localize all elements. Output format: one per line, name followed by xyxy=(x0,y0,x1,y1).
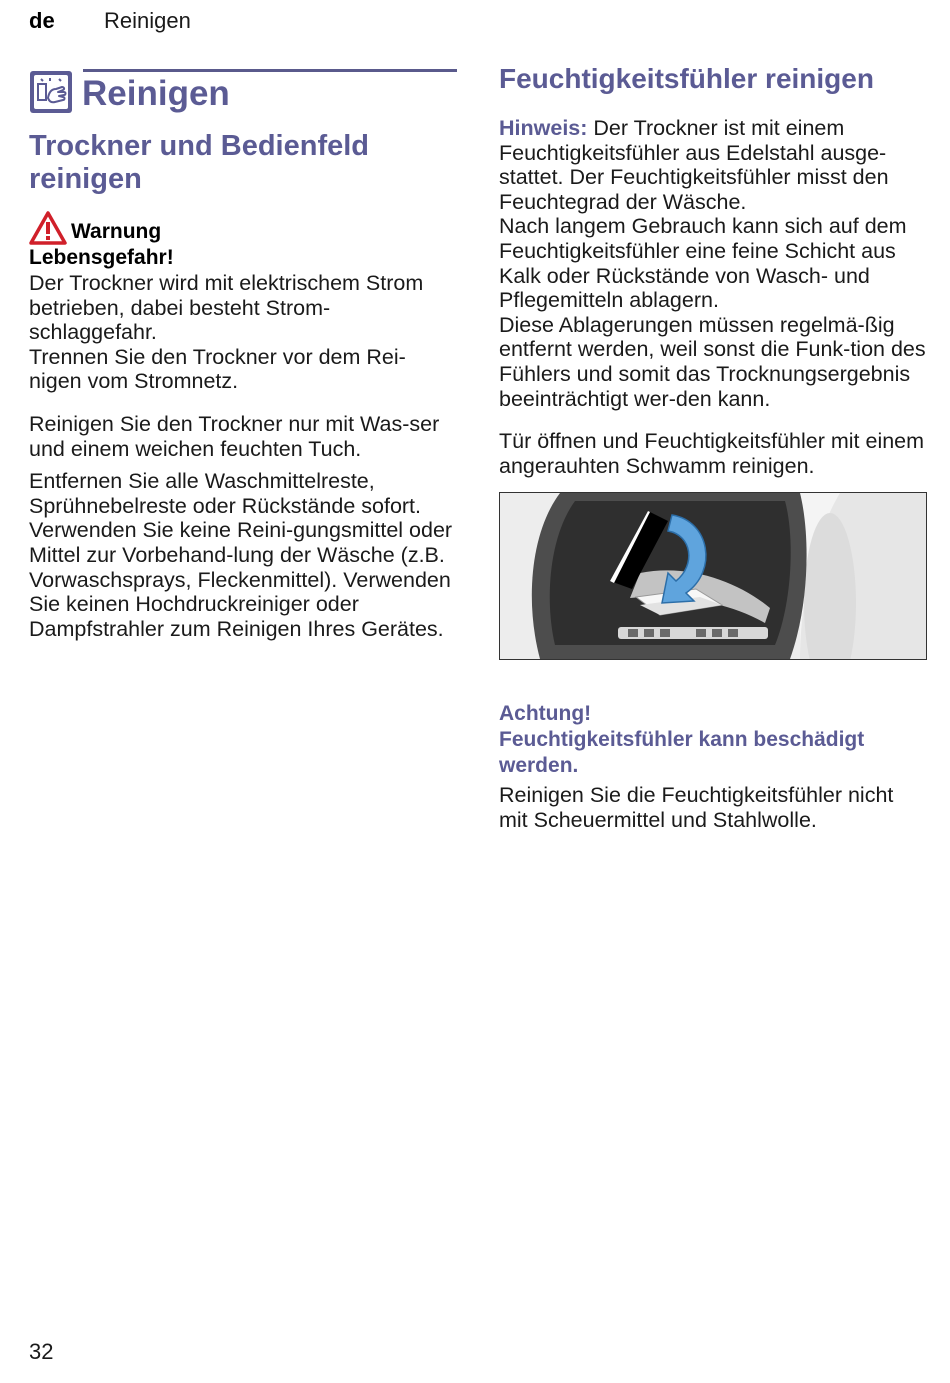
sensor-instruction: Tür öffnen und Feuchtigkeitsfühler mit einem angerauhten Schwamm reinigen. xyxy=(499,429,925,478)
warning-row xyxy=(29,211,457,245)
section-title: Reinigen xyxy=(82,74,230,113)
page-number: 32 xyxy=(29,1339,54,1364)
sensor-illustration xyxy=(499,492,927,660)
header-section-title: Reinigen xyxy=(104,8,191,33)
hint-text: Der Trockner ist mit einem Feuchtigkeitsfühler aus Edelstahl ausge-stattet. Der Feuchtigkeitsfühler misst den Feuchtegrad der Wäsche. xyxy=(499,116,889,214)
title-rule xyxy=(83,69,457,72)
cleaning-instruction: Reinigen Sie den Trockner nur mit Was-ser und einem weichen feuchten Tuch. xyxy=(29,411,440,461)
hint-text-3: Diese Ablagerungen müssen regelmä-ßig entfernt werden, weil sonst die Funk-tion des Fühlers und somit das Trocknungsergebnis beeinträchtigt wer-den kann. xyxy=(499,312,926,411)
cleaning-hand-icon xyxy=(29,70,73,114)
warning-label: Warnung xyxy=(71,220,162,243)
right-column xyxy=(499,60,927,833)
caution-label: Achtung! xyxy=(499,702,592,726)
section-title-row xyxy=(29,60,457,130)
left-column xyxy=(29,60,457,641)
warning-heading: Lebensgefahr! xyxy=(29,246,174,269)
caution-heading: Feuchtigkeitsfühler kann beschädigt werden. xyxy=(499,728,865,778)
warning-triangle-icon xyxy=(29,211,67,245)
residue-instruction: Entfernen Sie alle Waschmittelreste, Sprühnebelreste oder Rückstände sofort. Verwenden Sie keine Reini-gungsmittel oder Mittel zur Vorbehand-lung der Wäsche (z.B. Vorwaschsprays, Fleckenmittel). Verwenden Sie keinen Hochdruckreiniger oder Dampfstrahler zum Reinigen Ihres Gerätes. xyxy=(29,469,453,641)
hint-text-2: Nach langem Gebrauch kann sich auf dem Feuchtigkeitsfühler eine feine Schicht aus Kalk oder Rückstände von Wasch- und Pflegemitteln ablagern. xyxy=(499,214,907,313)
hint-label: Hinweis: xyxy=(499,116,588,140)
hint-paragraph xyxy=(499,116,927,214)
sensor-section-title: Feuchtigkeitsfühler reinigen xyxy=(499,63,874,94)
warning-text: Der Trockner wird mit elektrischem Strom betrieben, dabei besteht Strom-schlaggefahr. xyxy=(29,271,424,345)
warning-instruction: Trennen Sie den Trockner vor dem Rei-nigen vom Stromnetz. xyxy=(29,344,406,394)
subsection-title: Trockner und Bedienfeld reinigen xyxy=(29,130,369,195)
caution-text: Reinigen Sie die Feuchtigkeitsfühler nicht mit Scheuermittel und Stahlwolle. xyxy=(499,783,894,832)
language-code: de xyxy=(29,8,55,33)
